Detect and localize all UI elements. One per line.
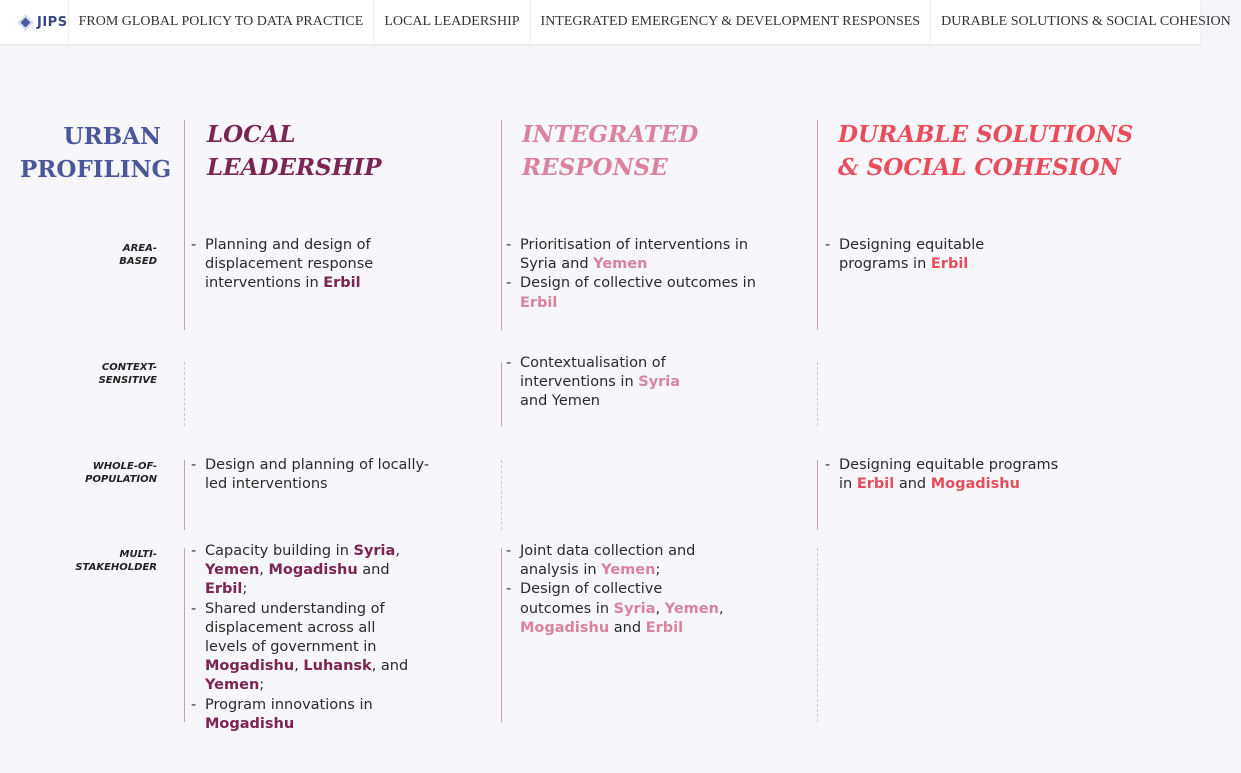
cell-multi-stakeholder-integrated-response <box>505 542 735 638</box>
row-label-line2: BASED <box>119 256 157 267</box>
item-text: Designing equitable programs in <box>839 237 985 273</box>
list-item <box>505 580 735 638</box>
item-text: Capacity building in <box>205 543 354 559</box>
place-highlight: Mogadishu <box>268 562 358 579</box>
place-highlight: Erbil <box>520 294 558 311</box>
place-highlight: Yemen <box>205 677 260 694</box>
place-highlight: Erbil <box>205 581 243 598</box>
item-text: ; <box>242 581 248 598</box>
column-title-line1: INTEGRATED <box>522 121 699 148</box>
row-label-line2: SENSITIVE <box>98 375 157 386</box>
item-text: Design of collective outcomes in <box>520 581 663 617</box>
item-text: Planning and design of displacement response interventions in <box>205 237 374 292</box>
item-text: and <box>357 562 390 579</box>
divider-line <box>501 460 502 530</box>
place-highlight: Yemen <box>601 562 656 579</box>
row-label-whole-of-population <box>60 460 157 486</box>
divider-line <box>817 120 818 330</box>
place-highlight: Yemen <box>205 562 260 579</box>
column-title-line1: DURABLE SOLUTIONS <box>838 121 1134 148</box>
jips-diamond-icon <box>18 14 34 30</box>
list-item <box>190 600 420 696</box>
row-label-line1: MULTI- <box>119 549 157 560</box>
list-item <box>190 456 430 494</box>
item-text: Design and planning of locally-led interventions <box>205 457 430 493</box>
list-item <box>505 236 765 274</box>
list-item <box>505 542 735 580</box>
divider-line <box>817 362 818 426</box>
item-text: Designing equitable programs in <box>839 457 1059 493</box>
place-highlight: Erbil <box>856 476 895 493</box>
place-highlight: Syria <box>353 543 396 559</box>
place-highlight: Yemen <box>664 600 719 617</box>
list-item <box>505 354 695 412</box>
column-title-line2: RESPONSE <box>522 154 668 181</box>
row-label-multi-stakeholder <box>60 548 157 574</box>
divider-line <box>184 460 185 530</box>
nav-item-integrated-responses[interactable]: INTEGRATED EMERGENCY & DEVELOPMENT RESPONSES <box>530 0 931 44</box>
list-item <box>505 274 765 312</box>
row-label-line1: AREA- <box>122 243 157 254</box>
place-highlight: Syria <box>613 600 656 617</box>
list-item <box>824 456 1064 494</box>
cell-area-based-durable-solutions <box>824 236 1004 274</box>
cell-whole-of-population-local-leadership <box>190 456 430 494</box>
item-text: Contextualisation of interventions in <box>520 355 666 391</box>
item-text: Joint data collection and analysis in <box>520 543 696 579</box>
divider-line <box>184 120 185 330</box>
place-highlight: Yemen <box>593 256 648 273</box>
row-label-line2: POPULATION <box>85 474 157 485</box>
item-text: , <box>655 600 665 617</box>
row-label-line2: STAKEHOLDER <box>75 562 157 573</box>
nav-item-global-policy[interactable]: FROM GLOBAL POLICY TO DATA PRACTICE <box>68 0 374 44</box>
nav-item-durable-solutions[interactable]: DURABLE SOLUTIONS & SOCIAL COHESION <box>930 0 1241 44</box>
cell-multi-stakeholder-local-leadership <box>190 542 420 734</box>
list-item <box>824 236 1004 274</box>
item-text: Design of collective outcomes in <box>520 275 756 292</box>
cell-area-based-local-leadership <box>190 236 390 294</box>
place-highlight: Mogadishu <box>205 658 295 675</box>
divider-line <box>817 548 818 722</box>
cell-whole-of-population-durable-solutions <box>824 456 1064 494</box>
item-text: and <box>609 619 646 636</box>
column-title-integrated-response <box>522 118 802 184</box>
place-highlight: Syria <box>638 374 681 391</box>
list-item <box>190 696 420 734</box>
list-item <box>190 542 420 600</box>
row-label-line1: WHOLE-OF- <box>92 461 157 472</box>
place-highlight: Mogadishu <box>205 715 295 732</box>
item-text: Program innovations in <box>205 696 373 713</box>
item-text: ; <box>655 562 661 579</box>
item-text: and Yemen <box>520 393 600 410</box>
column-title-durable-solutions <box>838 118 1178 184</box>
cell-context-sensitive-integrated-response <box>505 354 695 412</box>
column-title-local-leadership <box>207 118 487 184</box>
item-text: and <box>894 476 931 493</box>
list-item <box>190 236 390 294</box>
item-text: Shared understanding of displacement across all levels of government in <box>205 600 385 656</box>
row-label-line1: CONTEXT- <box>101 362 157 373</box>
item-text: ; <box>259 677 265 694</box>
jips-logo[interactable] <box>0 0 68 44</box>
place-highlight: Erbil <box>930 256 969 273</box>
nav-item-local-leadership[interactable]: LOCAL LEADERSHIP <box>373 0 529 44</box>
logo-text: JIPS <box>37 14 68 30</box>
item-text: Prioritisation of interventions in Syria and <box>520 237 749 273</box>
place-highlight: Erbil <box>323 275 361 292</box>
place-highlight: Mogadishu <box>520 619 610 636</box>
side-title-line1: URBAN <box>63 123 161 150</box>
row-label-area-based <box>60 242 157 268</box>
column-title-line2: LEADERSHIP <box>207 154 382 181</box>
column-title-line2: & SOCIAL COHESION <box>838 154 1121 181</box>
place-highlight: Mogadishu <box>930 476 1020 493</box>
item-text: , <box>395 543 400 559</box>
place-highlight: Erbil <box>645 619 684 636</box>
cell-area-based-integrated-response <box>505 236 765 313</box>
row-label-context-sensitive <box>60 361 157 387</box>
divider-line <box>501 548 502 722</box>
divider-line <box>184 362 185 426</box>
item-text: , and <box>371 658 409 675</box>
item-text: , <box>294 658 304 675</box>
divider-line <box>817 460 818 530</box>
place-highlight: Luhansk <box>303 658 372 675</box>
divider-line <box>501 362 502 426</box>
side-title-line2: PROFILING <box>20 156 172 183</box>
urban-profiling-title <box>20 120 172 186</box>
column-title-line1: LOCAL <box>207 121 296 148</box>
divider-line <box>501 120 502 330</box>
item-text: , <box>718 600 724 617</box>
divider-line <box>184 548 185 722</box>
top-navigation <box>0 0 1231 44</box>
item-text: , <box>259 562 269 579</box>
